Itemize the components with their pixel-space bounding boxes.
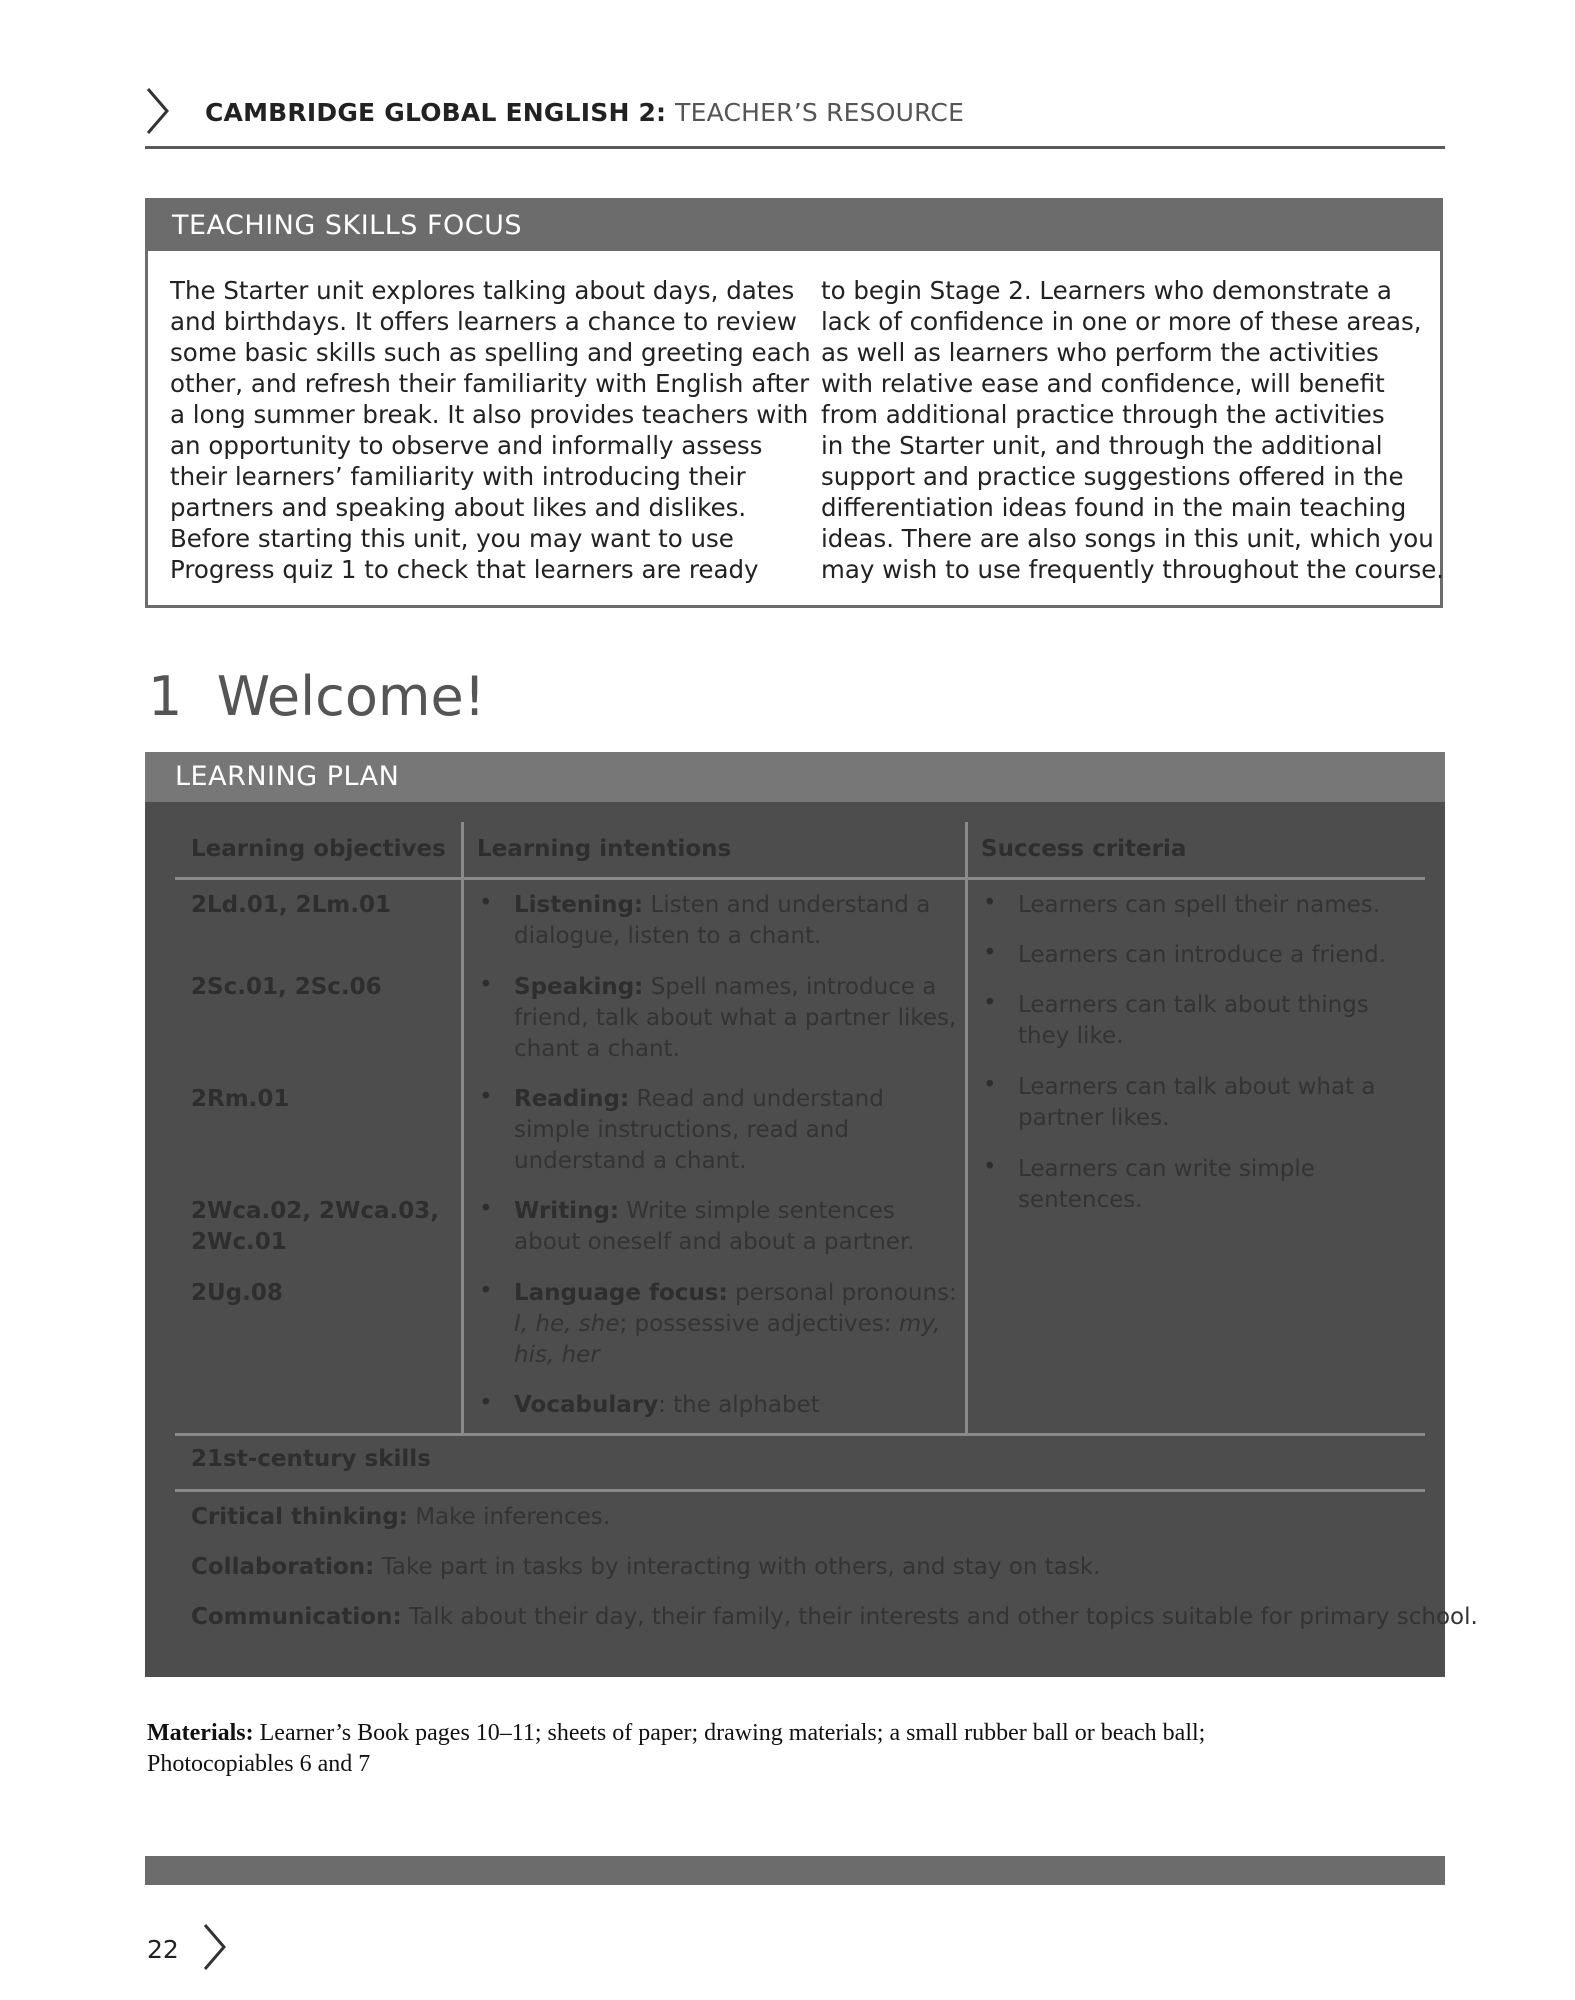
intention-text-italic: his, her (514, 1342, 600, 1368)
teaching-skills-right-column (821, 275, 1445, 585)
bullet-icon: • (479, 1084, 493, 1110)
criterion-text: partner likes. (1018, 1105, 1170, 1131)
criterion-text: Learners can write simple (1018, 1156, 1315, 1182)
criterion-item (1018, 990, 1369, 1052)
text-line: to begin Stage 2. Learners who demonstrate a (821, 276, 1392, 305)
intention-label: Language focus: (514, 1280, 728, 1306)
bullet-icon: • (479, 1390, 493, 1416)
skill-label: Communication: (191, 1604, 402, 1630)
materials-text: Photocopiables 6 and 7 (147, 1751, 371, 1777)
text-line: The Starter unit explores talking about days, dates (170, 276, 795, 305)
intention-text: Write simple sentences (626, 1198, 895, 1224)
intention-label: Speaking: (514, 974, 644, 1000)
teaching-skills-heading: TEACHING SKILLS FOCUS (148, 201, 1440, 251)
intention-text: about oneself and about a partner. (514, 1229, 915, 1255)
bullet-icon: • (479, 890, 493, 916)
intention-label: Vocabulary (514, 1392, 659, 1418)
materials-note (147, 1718, 1447, 1780)
skill-text: Make inferences. (415, 1504, 611, 1530)
bullet-icon: • (479, 1278, 493, 1304)
text-line: ideas. There are also songs in this unit, which you (821, 524, 1434, 553)
skill-label: Critical thinking: (191, 1504, 408, 1530)
intention-speaking (514, 972, 956, 1065)
bullet-icon: • (983, 990, 997, 1016)
materials-text: Learner’s Book pages 10–11; sheets of paper; drawing materials; a small rubber ball or beach ball; (259, 1720, 1206, 1746)
bullet-icon: • (983, 940, 997, 966)
criterion-item (1018, 1072, 1376, 1134)
text-line: some basic skills such as spelling and greeting each (170, 338, 811, 367)
bullet-icon: • (983, 890, 997, 916)
skill-text: Talk about their day, their family, their interests and other topics suitable for primary school. (408, 1604, 1478, 1630)
intention-text: Read and understand (636, 1086, 884, 1112)
column-header-criteria: Success criteria (981, 836, 1187, 862)
text-line: and birthdays. It offers learners a chance to review (170, 307, 797, 336)
criterion-text: Learners can talk about things (1018, 992, 1369, 1018)
criterion-text: they like. (1018, 1023, 1124, 1049)
page-number: 22 (147, 1935, 179, 1964)
intention-text: Spell names, introduce a (650, 974, 937, 1000)
text-line: a long summer break. It also provides teachers with (170, 400, 809, 429)
intention-text: chant a chant. (514, 1036, 680, 1062)
column-header-intentions: Learning intentions (477, 836, 732, 862)
unit-name: Welcome! (216, 665, 486, 728)
text-line: in the Starter unit, and through the additional (821, 431, 1383, 460)
intention-label: Writing: (514, 1198, 620, 1224)
intention-text: dialogue, listen to a chant. (514, 923, 822, 949)
intention-text: Listen and understand a (650, 892, 931, 918)
bullet-icon: • (983, 1154, 997, 1180)
skill-collaboration (191, 1552, 1100, 1583)
book-title-main: CAMBRIDGE GLOBAL ENGLISH 2: (205, 98, 667, 127)
row-divider (175, 1433, 1425, 1436)
text-line: as well as learners who perform the activities (821, 338, 1379, 367)
text-line: other, and refresh their familiarity with English after (170, 369, 810, 398)
teaching-skills-focus-box (145, 198, 1443, 608)
criterion-item: Learners can introduce a friend. (1018, 942, 1387, 968)
learning-plan-box (145, 752, 1478, 1677)
intention-text: personal pronouns: (735, 1280, 957, 1306)
intention-vocabulary (514, 1390, 820, 1421)
text-line: partners and speaking about likes and dislikes. (170, 493, 747, 522)
intention-label: Listening: (514, 892, 644, 918)
intention-text-italic: my, (898, 1311, 941, 1337)
intention-text: : the alphabet (658, 1392, 820, 1418)
intention-text: ; possessive adjectives: (619, 1311, 892, 1337)
intention-text: understand a chant. (514, 1148, 747, 1174)
learning-plan-heading: LEARNING PLAN (145, 752, 1445, 802)
skill-critical-thinking (191, 1502, 610, 1533)
row-divider (175, 877, 1425, 880)
footer-bar (145, 1856, 1445, 1885)
intention-listening (514, 890, 930, 952)
row-divider (175, 1489, 1425, 1492)
criterion-text: Learners can talk about what a (1018, 1074, 1376, 1100)
text-line: may wish to use frequently throughout the course. (821, 555, 1445, 584)
bullet-icon: • (479, 972, 493, 998)
text-line: lack of confidence in one or more of these areas, (821, 307, 1422, 336)
chevron-right-icon (202, 1922, 228, 1972)
intention-text: simple instructions, read and (514, 1117, 849, 1143)
column-header-objectives: Learning objectives (191, 836, 446, 862)
text-line: with relative ease and confidence, will benefit (821, 369, 1385, 398)
objective-code: 2Rm.01 (191, 1086, 290, 1112)
bullet-icon: • (983, 1072, 997, 1098)
skill-communication (191, 1602, 1478, 1633)
criterion-text: sentences. (1018, 1187, 1143, 1213)
learning-plan-table (175, 822, 1478, 1655)
teaching-skills-left-column (170, 275, 811, 585)
text-line: their learners’ familiarity with introducing their (170, 462, 746, 491)
objective-code: 2Ld.01, 2Lm.01 (191, 892, 391, 918)
objective-code: 2Sc.01, 2Sc.06 (191, 974, 382, 1000)
intention-writing (514, 1196, 915, 1258)
text-line: from additional practice through the activities (821, 400, 1385, 429)
objective-code: 2Ug.08 (191, 1280, 283, 1306)
column-divider (461, 822, 464, 1434)
objective-code: 2Wca.02, 2Wca.03, (191, 1198, 440, 1224)
running-header (145, 86, 1445, 149)
bullet-icon: • (479, 1196, 493, 1222)
text-line: support and practice suggestions offered in the (821, 462, 1404, 491)
text-line: Progress quiz 1 to check that learners are ready (170, 555, 759, 584)
intention-language-focus (514, 1278, 957, 1371)
skills-heading: 21st-century skills (191, 1446, 431, 1472)
column-divider (965, 822, 968, 1434)
skill-label: Collaboration: (191, 1554, 375, 1580)
intention-text: friend, talk about what a partner likes, (514, 1005, 957, 1031)
objective-code: 2Wc.01 (191, 1229, 287, 1255)
skill-text: Take part in tasks by interacting with others, and stay on task. (381, 1554, 1101, 1580)
unit-number: 1 (148, 665, 183, 728)
text-line: differentiation ideas found in the main teaching (821, 493, 1407, 522)
criterion-item: Learners can spell their names. (1018, 892, 1381, 918)
unit-title (148, 665, 485, 728)
text-line: an opportunity to observe and informally assess (170, 431, 763, 460)
intention-reading (514, 1084, 884, 1177)
criterion-item (1018, 1154, 1315, 1216)
intention-label: Reading: (514, 1086, 630, 1112)
intention-text-italic: I, he, she (514, 1311, 620, 1337)
book-title-subtitle: TEACHER’S RESOURCE (675, 98, 965, 127)
materials-label: Materials: (147, 1720, 254, 1746)
chevron-right-icon (145, 86, 171, 136)
book-title (205, 98, 964, 127)
text-line: Before starting this unit, you may want to use (170, 524, 734, 553)
